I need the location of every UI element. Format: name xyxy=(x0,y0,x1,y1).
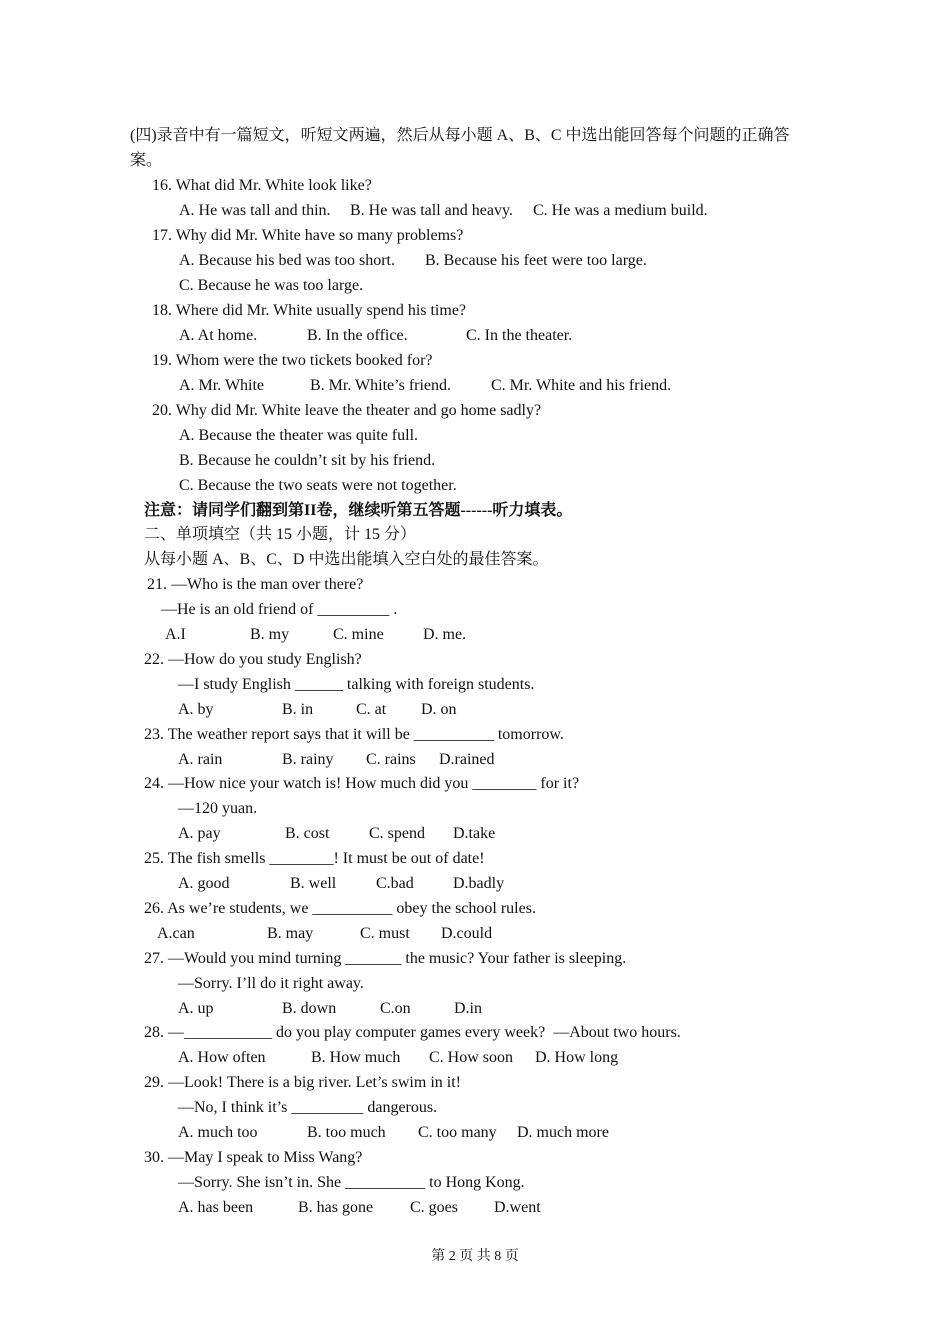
option-21c: C. mine xyxy=(333,626,384,643)
option-16c: C. He was a medium build. xyxy=(533,202,708,219)
option-28d: D. How long xyxy=(535,1049,619,1066)
question-19: 19. Whom were the two tickets booked for? xyxy=(152,352,433,369)
option-26a: A.can xyxy=(157,925,195,942)
option-18a: A. At home. xyxy=(179,327,258,344)
option-27d: D.in xyxy=(454,1000,482,1017)
question-26: 26. As we’re students, we __________ obey the school rules. xyxy=(144,900,536,917)
section-2-instruction: 从每小题 A、B、C、D 中选出能填入空白处的最佳答案。 xyxy=(144,551,549,568)
option-23c: C. rains xyxy=(366,751,416,768)
notice: 注意：请同学们翻到第II卷，继续听第五答题------听力填表。 xyxy=(144,502,573,519)
option-24c: C. spend xyxy=(369,825,425,842)
question-27-line-2: —Sorry. I’ll do it right away. xyxy=(178,975,364,992)
question-29-line-2: —No, I think it’s _________ dangerous. xyxy=(178,1099,438,1116)
option-28a: A. How often xyxy=(178,1049,266,1066)
question-25: 25. The fish smells ________! It must be out of date! xyxy=(144,850,485,867)
option-19a: A. Mr. White xyxy=(179,377,265,394)
option-22b: B. in xyxy=(282,701,314,718)
option-23d: D.rained xyxy=(439,751,495,768)
option-18c: C. In the theater. xyxy=(466,327,573,344)
option-20c: C. Because the two seats were not together. xyxy=(179,477,457,494)
option-20a: A. Because the theater was quite full. xyxy=(179,427,419,444)
option-29c: C. too many xyxy=(418,1124,497,1141)
option-17c: C. Because he was too large. xyxy=(179,277,364,294)
option-24d: D.take xyxy=(453,825,496,842)
section-2-title: 二、单项填空（共 15 小题，计 15 分） xyxy=(144,526,417,543)
option-24b: B. cost xyxy=(285,825,330,842)
option-17a: A. Because his bed was too short. xyxy=(179,252,395,269)
option-26d: D.could xyxy=(441,925,493,942)
question-18: 18. Where did Mr. White usually spend his time? xyxy=(152,302,467,319)
option-28c: C. How soon xyxy=(429,1049,514,1066)
option-25a: A. good xyxy=(178,875,230,892)
question-21-line-2: —He is an old friend of _________ . xyxy=(161,601,398,618)
question-29: 29. —Look! There is a big river. Let’s swim in it! xyxy=(144,1074,461,1091)
option-30d: D.went xyxy=(494,1199,541,1216)
option-22d: D. on xyxy=(421,701,457,718)
page-number-footer: 第 2 页 共 8 页 xyxy=(431,1249,519,1264)
option-30c: C. goes xyxy=(410,1199,458,1216)
option-25c: C.bad xyxy=(376,875,414,892)
section-intro-line-2: 案。 xyxy=(130,152,163,169)
question-28: 28. —___________ do you play computer games every week? —About two hours. xyxy=(144,1024,681,1041)
question-20: 20. Why did Mr. White leave the theater and go home sadly? xyxy=(152,402,542,419)
option-25d: D.badly xyxy=(453,875,505,892)
option-18b: B. In the office. xyxy=(307,327,408,344)
option-23a: A. rain xyxy=(178,751,223,768)
question-22-line-2: —I study English ______ talking with foreign students. xyxy=(178,676,535,693)
option-27a: A. up xyxy=(178,1000,214,1017)
option-25b: B. well xyxy=(290,875,337,892)
question-17: 17. Why did Mr. White have so many problems? xyxy=(152,227,464,244)
question-27: 27. —Would you mind turning _______ the music? Your father is sleeping. xyxy=(144,950,627,967)
option-29b: B. too much xyxy=(307,1124,386,1141)
question-22: 22. —How do you study English? xyxy=(144,651,362,668)
option-21d: D. me. xyxy=(423,626,467,643)
option-17b: B. Because his feet were too large. xyxy=(425,252,647,269)
question-23: 23. The weather report says that it will be __________ tomorrow. xyxy=(144,726,564,743)
option-22c: C. at xyxy=(356,701,387,718)
option-27c: C.on xyxy=(380,1000,411,1017)
option-26c: C. must xyxy=(360,925,410,942)
question-21: 21. —Who is the man over there? xyxy=(147,576,364,593)
option-22a: A. by xyxy=(178,701,214,718)
option-30b: B. has gone xyxy=(298,1199,374,1216)
option-19c: C. Mr. White and his friend. xyxy=(491,377,672,394)
option-23b: B. rainy xyxy=(282,751,334,768)
option-26b: B. may xyxy=(267,925,314,942)
option-29a: A. much too xyxy=(178,1124,258,1141)
question-30-line-2: —Sorry. She isn’t in. She __________ to Hong Kong. xyxy=(178,1174,525,1191)
option-21a: A.I xyxy=(165,626,186,643)
option-16a: A. He was tall and thin. xyxy=(179,202,331,219)
option-20b: B. Because he couldn’t sit by his friend. xyxy=(179,452,436,469)
option-16b: B. He was tall and heavy. xyxy=(350,202,513,219)
option-28b: B. How much xyxy=(311,1049,401,1066)
option-30a: A. has been xyxy=(178,1199,254,1216)
question-16: 16. What did Mr. White look like? xyxy=(152,177,372,194)
question-30: 30. —May I speak to Miss Wang? xyxy=(144,1149,363,1166)
section-intro-line-1: (四)录音中有一篇短文，听短文两遍，然后从每小题 A、B、C 中选出能回答每个问题的正确答 xyxy=(130,127,790,144)
option-24a: A. pay xyxy=(178,825,221,842)
option-21b: B. my xyxy=(250,626,290,643)
option-19b: B. Mr. White’s friend. xyxy=(310,377,452,394)
question-24: 24. —How nice your watch is! How much did you ________ for it? xyxy=(144,775,580,792)
option-27b: B. down xyxy=(282,1000,337,1017)
question-24-line-2: —120 yuan. xyxy=(178,800,258,817)
option-29d: D. much more xyxy=(517,1124,609,1141)
